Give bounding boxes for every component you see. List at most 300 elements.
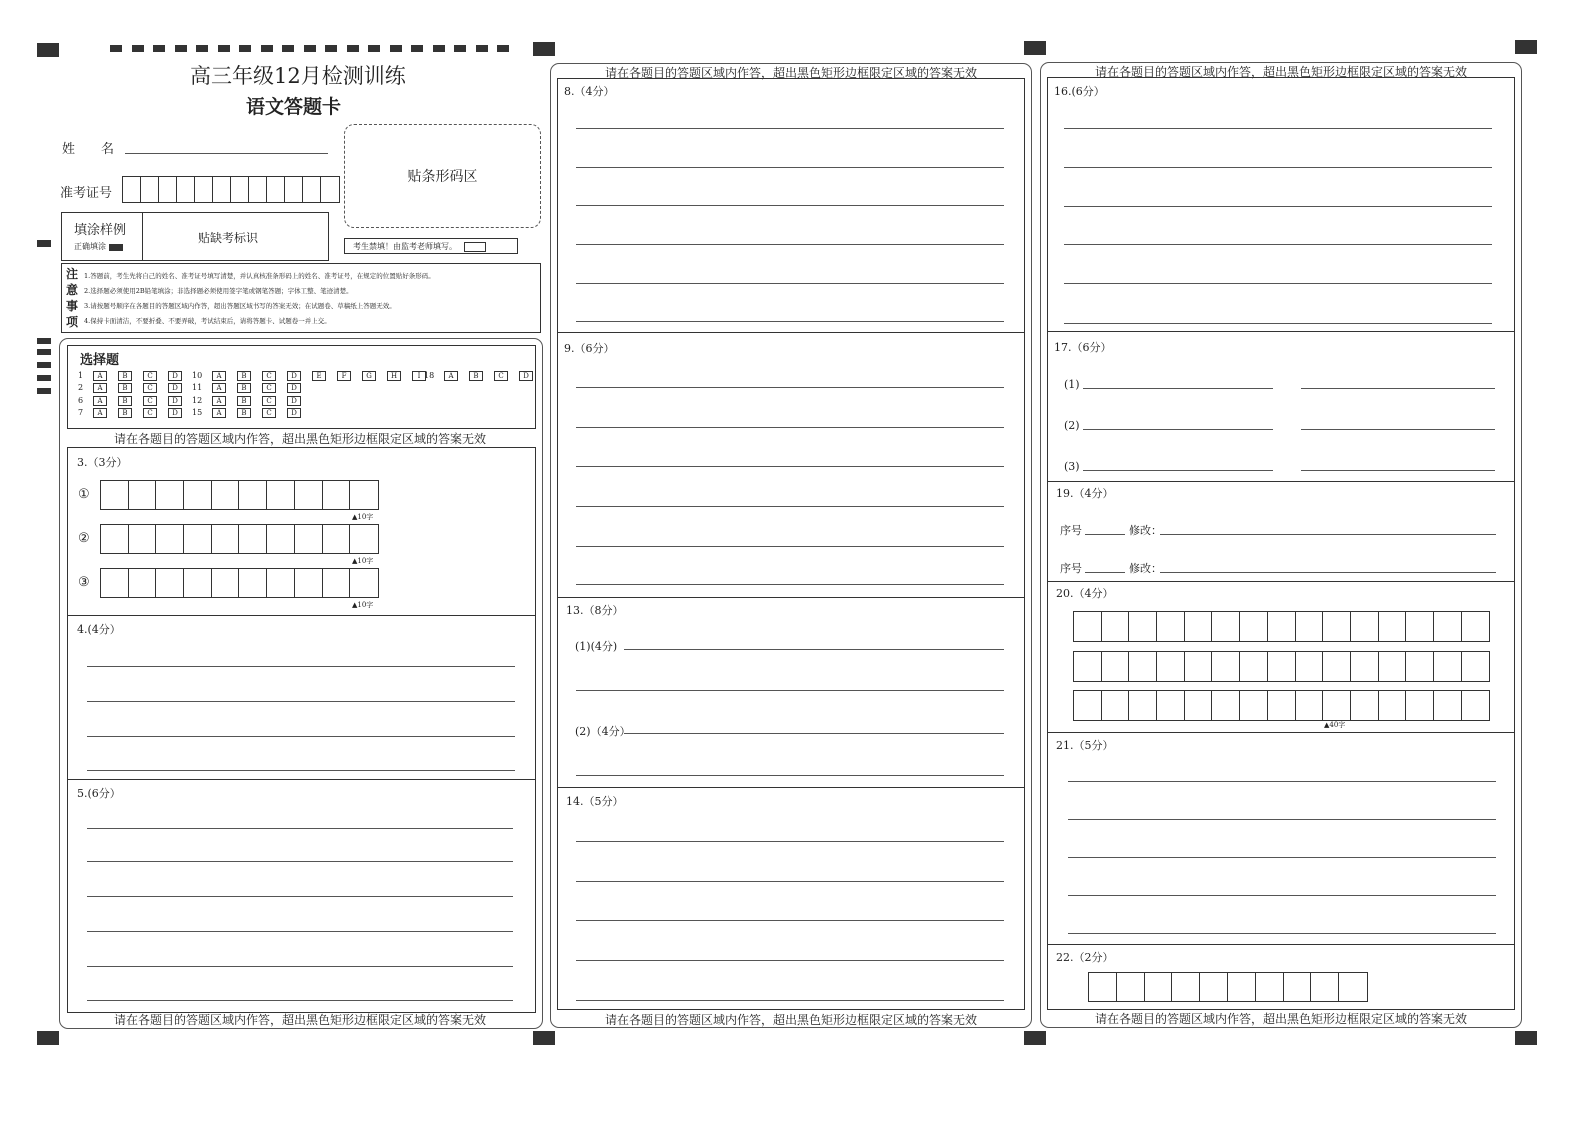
answer-box[interactable] [267, 177, 285, 202]
answer-box[interactable] [1212, 691, 1240, 720]
mc-row [192, 396, 312, 406]
answer-box[interactable] [101, 481, 129, 509]
timing-mark [196, 45, 208, 52]
q13-answer-line[interactable] [624, 649, 1004, 650]
mc-question-number: 11 [192, 383, 203, 392]
q9-answer-line[interactable] [576, 466, 1004, 467]
q16-label: 16.(6分） [1054, 85, 1105, 98]
mc-option-bubble[interactable]: H [387, 371, 401, 381]
answer-box[interactable] [295, 569, 323, 597]
answer-box[interactable] [1268, 691, 1296, 720]
banner-col1-bottom: 请在各题目的答题区域内作答，超出黑色矩形边框限定区域的答案无效 [113, 1013, 486, 1027]
q5-label: 5.(6分） [77, 787, 121, 800]
mc-option-bubble[interactable]: A [93, 383, 107, 393]
timing-mark [132, 45, 144, 52]
mc-question-number: 2 [78, 383, 84, 392]
mc-option-bubble[interactable]: C [262, 396, 276, 406]
q19-seq-line[interactable] [1085, 572, 1125, 573]
mc-option-bubble[interactable]: A [212, 396, 226, 406]
mc-option-bubble[interactable]: D [168, 371, 182, 381]
q16-answer-line[interactable] [1064, 167, 1492, 168]
sample-label: 填涂样例 [74, 223, 127, 238]
timing-mark [347, 45, 359, 52]
mc-option-bubble[interactable]: D [287, 371, 301, 381]
answer-box[interactable] [1434, 652, 1462, 681]
notes-item: 4.保持卡面清洁，不要折叠、不要弄破，考试结束后，请将答题卡、试题卷一并上交。 [84, 317, 331, 325]
mc-option-bubble[interactable]: A [93, 371, 107, 381]
answer-box[interactable] [1379, 652, 1407, 681]
answer-box[interactable] [1268, 612, 1296, 641]
timing-mark [282, 45, 294, 52]
side-mark [37, 375, 51, 381]
mc-option-bubble[interactable]: D [519, 371, 533, 381]
answer-box[interactable] [1323, 612, 1351, 641]
mc-question-number: 6 [78, 396, 84, 405]
side-mark [37, 362, 51, 368]
answer-box[interactable] [212, 525, 240, 553]
q9-answer-line[interactable] [576, 584, 1004, 585]
answer-box[interactable] [129, 525, 157, 553]
q5-answer-line[interactable] [87, 1000, 513, 1001]
q9-label: 9.（6分） [564, 342, 615, 355]
corner-mark-tl [37, 43, 59, 57]
answer-box[interactable] [101, 525, 129, 553]
answer-box[interactable] [1379, 691, 1407, 720]
answer-box[interactable] [1129, 691, 1157, 720]
answer-box[interactable] [1102, 652, 1130, 681]
answer-box[interactable] [1117, 973, 1145, 1001]
answer-box[interactable] [1379, 612, 1407, 641]
q19-seq-label-2: 序号 [1060, 562, 1082, 575]
answer-box[interactable] [1462, 691, 1490, 720]
q13-answer-line[interactable] [576, 690, 1004, 691]
q20-answer-boxes[interactable] [1073, 690, 1490, 721]
mc-title: 选择题 [80, 353, 120, 368]
answer-box[interactable] [159, 177, 177, 202]
answer-box[interactable] [1074, 652, 1102, 681]
timing-mark [239, 45, 251, 52]
absent-note-box [344, 238, 518, 254]
q8-label: 8.（4分） [564, 85, 615, 98]
mc-option-bubble[interactable]: D [287, 383, 301, 393]
answer-box[interactable] [1240, 652, 1268, 681]
answer-box[interactable] [323, 525, 351, 553]
answer-box[interactable] [295, 481, 323, 509]
mc-option-bubble[interactable]: A [212, 383, 226, 393]
q14-answer-line[interactable] [576, 920, 1004, 921]
answer-box[interactable] [267, 481, 295, 509]
answer-box[interactable] [1351, 612, 1379, 641]
answer-box[interactable] [1185, 612, 1213, 641]
answer-box[interactable] [212, 481, 240, 509]
mc-row [78, 371, 193, 381]
answer-box[interactable] [195, 177, 213, 202]
mc-option-bubble[interactable]: B [237, 383, 251, 393]
answer-box[interactable] [1102, 612, 1130, 641]
answer-box[interactable] [1406, 612, 1434, 641]
q3-answer-boxes[interactable] [100, 480, 379, 510]
q17-answer-line[interactable] [1083, 388, 1273, 389]
id-label: 准考证号 [60, 186, 113, 201]
q5-answer-line[interactable] [87, 966, 513, 967]
name-field[interactable] [125, 153, 328, 154]
banner-col3-top: 请在各题目的答题区域内作答，超出黑色矩形边框限定区域的答案无效 [1094, 65, 1467, 79]
answer-box[interactable] [1185, 652, 1213, 681]
answer-box[interactable] [1406, 691, 1434, 720]
answer-box[interactable] [1074, 612, 1102, 641]
q21-answer-line[interactable] [1068, 781, 1496, 782]
answer-box[interactable] [350, 481, 378, 509]
absent-label: 贴缺考标识 [198, 231, 259, 245]
mc-row [78, 408, 193, 418]
q13-answer-line[interactable] [576, 775, 1004, 776]
answer-box[interactable] [184, 525, 212, 553]
mc-option-bubble[interactable]: A [444, 371, 458, 381]
answer-box[interactable] [156, 481, 184, 509]
answer-box[interactable] [1157, 691, 1185, 720]
answer-box[interactable] [177, 177, 195, 202]
notes-item: 2.选择题必须使用2B铅笔填涂；非选择题必须使用签字笔或钢笔答题；字体工整、笔迹清楚。 [84, 287, 353, 295]
answer-box[interactable] [267, 525, 295, 553]
answer-box[interactable] [1172, 973, 1200, 1001]
mc-option-bubble[interactable]: C [143, 383, 157, 393]
answer-box[interactable] [184, 481, 212, 509]
timing-mark [476, 45, 488, 52]
timing-mark [304, 45, 316, 52]
q8-answer-line[interactable] [576, 321, 1004, 322]
q17-part3: (3) [1064, 460, 1080, 473]
answer-area-col2 [557, 78, 1025, 1010]
mc-row [192, 408, 312, 418]
q16-answer-line[interactable] [1064, 206, 1492, 207]
mc-option-bubble[interactable]: D [168, 396, 182, 406]
timing-mark [454, 45, 466, 52]
absent-note: 考生禁填！由监考老师填写。 [353, 242, 457, 251]
q22-label: 22.（2分） [1056, 951, 1114, 964]
q9-answer-line[interactable] [576, 427, 1004, 428]
answer-box[interactable] [1074, 691, 1102, 720]
answer-box[interactable] [1256, 973, 1284, 1001]
mc-option-bubble[interactable]: C [262, 408, 276, 418]
q16-answer-line[interactable] [1064, 283, 1492, 284]
q21-answer-line[interactable] [1068, 933, 1496, 934]
answer-box[interactable] [1462, 652, 1490, 681]
mc-option-bubble[interactable]: I [412, 371, 426, 381]
timing-mark [261, 45, 273, 52]
notes-box [61, 263, 541, 333]
page-subtitle: 语文答题卡 [246, 96, 342, 118]
sample-correct-label: 正确填涂 [74, 242, 106, 251]
mc-option-bubble[interactable]: B [118, 371, 132, 381]
answer-area-col3 [1047, 77, 1515, 1010]
answer-box[interactable] [184, 569, 212, 597]
timing-mark [325, 45, 337, 52]
answer-box[interactable] [1157, 612, 1185, 641]
banner-col3-bottom: 请在各题目的答题区域内作答，超出黑色矩形边框限定区域的答案无效 [1094, 1012, 1467, 1026]
timing-mark [218, 45, 230, 52]
mc-question-number: 10 [192, 371, 203, 380]
answer-box[interactable] [1102, 691, 1130, 720]
timing-mark [433, 45, 445, 52]
mc-option-bubble[interactable]: C [262, 371, 276, 381]
mc-row [78, 383, 193, 393]
q21-answer-line[interactable] [1068, 857, 1496, 858]
q13-part2-label: (2)（4分） [575, 725, 631, 738]
timing-mark [110, 45, 122, 52]
answer-box[interactable] [323, 481, 351, 509]
answer-box[interactable] [1157, 652, 1185, 681]
mc-option-bubble[interactable]: B [118, 383, 132, 393]
q19-fix-line[interactable] [1160, 534, 1496, 535]
page-title: 高三年级12月检测训练 [190, 64, 406, 88]
notes-item: 1.答题前，考生先将自己的姓名、准考证号填写清楚，并认真核准条形码上的姓名、准考证号，在规定的位置贴好条形码。 [84, 272, 435, 280]
answer-box[interactable] [1351, 691, 1379, 720]
q21-label: 21.（5分） [1056, 739, 1114, 752]
q16-answer-line[interactable] [1064, 323, 1492, 324]
notes-heading [66, 266, 80, 330]
mc-row [78, 396, 193, 406]
answer-box[interactable] [213, 177, 231, 202]
answer-box[interactable] [285, 177, 303, 202]
q5-answer-line[interactable] [87, 896, 513, 897]
q4-answer-line[interactable] [87, 701, 515, 702]
answer-box[interactable] [1284, 973, 1312, 1001]
answer-box[interactable] [156, 569, 184, 597]
q9-answer-line[interactable] [576, 546, 1004, 547]
answer-box[interactable] [1212, 652, 1240, 681]
answer-box[interactable] [1185, 691, 1213, 720]
q17-part1: (1) [1064, 378, 1080, 391]
notes-item: 3.请按题号顺序在各题目的答题区域内作答，超出答题区域书写的答案无效；在试题卷、草稿纸上答题无效。 [84, 302, 396, 310]
answer-box[interactable] [249, 177, 267, 202]
q8-answer-line[interactable] [576, 128, 1004, 129]
answer-box[interactable] [1339, 973, 1367, 1001]
notes-heading-char: 事 [66, 299, 79, 313]
answer-box[interactable] [323, 569, 351, 597]
answer-box[interactable] [101, 569, 129, 597]
q8-answer-line[interactable] [576, 244, 1004, 245]
mc-option-bubble[interactable]: B [237, 408, 251, 418]
absent-check-box[interactable] [464, 242, 486, 252]
q22-answer-boxes[interactable] [1088, 972, 1368, 1002]
q3-answer-boxes[interactable] [100, 524, 379, 554]
mc-option-bubble[interactable]: C [143, 371, 157, 381]
q19-label: 19.（4分） [1056, 487, 1114, 500]
q3-marker: ① [78, 487, 90, 502]
q3-limit: ▲10字 [352, 557, 374, 565]
q9-answer-line[interactable] [576, 506, 1004, 507]
mc-option-bubble[interactable]: C [494, 371, 508, 381]
mc-option-bubble[interactable]: B [237, 396, 251, 406]
q14-answer-line[interactable] [576, 881, 1004, 882]
q17-part2: (2) [1064, 419, 1080, 432]
answer-box[interactable] [1296, 691, 1324, 720]
answer-box[interactable] [1351, 652, 1379, 681]
mc-question-number: 7 [78, 408, 84, 417]
mc-option-bubble[interactable]: B [237, 371, 251, 381]
corner-mark-br [1515, 1031, 1537, 1045]
timing-mark [153, 45, 165, 52]
banner-col2-top: 请在各题目的答题区域内作答，超出黑色矩形边框限定区域的答案无效 [604, 66, 977, 80]
q21-answer-line[interactable] [1068, 819, 1496, 820]
q19-seq-line[interactable] [1085, 534, 1125, 535]
banner-col1-top: 请在各题目的答题区域内作答，超出黑色矩形边框限定区域的答案无效 [113, 432, 486, 446]
answer-box[interactable] [1434, 612, 1462, 641]
answer-box[interactable] [1228, 973, 1256, 1001]
mc-option-bubble[interactable]: E [312, 371, 326, 381]
q13-part1-label: (1)(4分) [575, 640, 618, 653]
q9-answer-line[interactable] [576, 387, 1004, 388]
answer-box[interactable] [1296, 612, 1324, 641]
timing-mark [411, 45, 423, 52]
q19-seq-label-1: 序号 [1060, 524, 1082, 537]
mc-row [424, 371, 544, 381]
notes-heading-char: 注 [66, 267, 79, 281]
mc-box [67, 345, 536, 429]
answer-box[interactable] [1200, 973, 1228, 1001]
mc-option-bubble[interactable]: F [337, 371, 351, 381]
answer-box[interactable] [303, 177, 321, 202]
q8-answer-line[interactable] [576, 205, 1004, 206]
q5-answer-line[interactable] [87, 931, 513, 932]
answer-box[interactable] [1296, 652, 1324, 681]
mc-option-bubble[interactable]: B [118, 396, 132, 406]
answer-box[interactable] [156, 525, 184, 553]
q3-limit: ▲10字 [352, 601, 374, 609]
barcode-area [344, 124, 541, 228]
answer-box[interactable] [1145, 973, 1173, 1001]
answer-box[interactable] [1462, 612, 1490, 641]
mc-option-bubble[interactable]: C [143, 408, 157, 418]
answer-box[interactable] [231, 177, 249, 202]
mc-option-bubble[interactable]: G [362, 371, 376, 381]
q16-answer-line[interactable] [1064, 128, 1492, 129]
answer-box[interactable] [1406, 652, 1434, 681]
answer-box[interactable] [1268, 652, 1296, 681]
answer-box[interactable] [321, 177, 339, 202]
q3-marker: ② [78, 531, 90, 546]
answer-box[interactable] [212, 569, 240, 597]
timing-mark [175, 45, 187, 52]
q21-answer-line[interactable] [1068, 895, 1496, 896]
q17-answer-line[interactable] [1301, 388, 1495, 389]
mc-option-bubble[interactable]: A [93, 408, 107, 418]
corner-mark-bm2 [1024, 1031, 1046, 1045]
mc-option-bubble[interactable]: A [93, 396, 107, 406]
q5-answer-line[interactable] [87, 861, 513, 862]
q5-answer-line[interactable] [87, 828, 513, 829]
answer-box[interactable] [239, 481, 267, 509]
mc-question-number: 15 [192, 408, 203, 417]
q19-fix-label-1: 修改： [1129, 524, 1162, 537]
notes-heading-char: 意 [66, 283, 79, 297]
q14-answer-line[interactable] [576, 841, 1004, 842]
notes-list [84, 269, 536, 329]
mc-row [192, 371, 437, 381]
q19-fix-line[interactable] [1160, 572, 1496, 573]
side-mark [37, 388, 51, 394]
answer-box[interactable] [1323, 691, 1351, 720]
mc-option-bubble[interactable]: B [118, 408, 132, 418]
answer-box[interactable] [1323, 652, 1351, 681]
answer-box[interactable] [295, 525, 323, 553]
q17-answer-line[interactable] [1301, 429, 1495, 430]
q4-answer-line[interactable] [87, 770, 515, 771]
q17-answer-line[interactable] [1083, 470, 1273, 471]
mc-option-bubble[interactable]: D [168, 383, 182, 393]
q14-answer-line[interactable] [576, 960, 1004, 961]
id-number-boxes[interactable] [122, 176, 340, 203]
answer-box[interactable] [141, 177, 159, 202]
q20-label: 20.（4分） [1056, 587, 1114, 600]
q3-label: 3.（3分） [77, 456, 128, 469]
corner-mark-tr [1515, 40, 1537, 54]
mc-question-number: 18 [424, 371, 435, 380]
answer-box[interactable] [239, 569, 267, 597]
banner-col2-bottom: 请在各题目的答题区域内作答，超出黑色矩形边框限定区域的答案无效 [604, 1013, 977, 1027]
answer-box[interactable] [123, 177, 141, 202]
q4-answer-line[interactable] [87, 736, 515, 737]
answer-box[interactable] [239, 525, 267, 553]
mc-option-bubble[interactable]: C [262, 383, 276, 393]
mc-option-bubble[interactable]: B [469, 371, 483, 381]
corner-mark-tm2 [1024, 41, 1046, 55]
side-mark [37, 349, 51, 355]
q13-answer-line[interactable] [624, 733, 1004, 734]
q8-answer-line[interactable] [576, 167, 1004, 168]
q20-answer-boxes[interactable] [1073, 611, 1490, 642]
answer-box[interactable] [1212, 612, 1240, 641]
answer-box[interactable] [1240, 612, 1268, 641]
q17-label: 17.（6分） [1054, 341, 1112, 354]
answer-box[interactable] [129, 569, 157, 597]
answer-box[interactable] [1129, 652, 1157, 681]
answer-box[interactable] [267, 569, 295, 597]
mc-option-bubble[interactable]: A [212, 408, 226, 418]
mc-row [192, 383, 312, 393]
mc-option-bubble[interactable]: D [287, 396, 301, 406]
answer-box[interactable] [1240, 691, 1268, 720]
mc-option-bubble[interactable]: A [212, 371, 226, 381]
answer-box[interactable] [129, 481, 157, 509]
side-mark [37, 240, 51, 247]
mc-option-bubble[interactable]: C [143, 396, 157, 406]
q20-limit: ▲40字 [1324, 721, 1346, 729]
answer-box[interactable] [1129, 612, 1157, 641]
mc-question-number: 1 [78, 371, 84, 380]
q17-answer-line[interactable] [1083, 429, 1273, 430]
q4-answer-line[interactable] [87, 666, 515, 667]
sample-box [61, 212, 329, 261]
mc-option-bubble[interactable]: D [168, 408, 182, 418]
timing-mark [390, 45, 402, 52]
mc-option-bubble[interactable]: D [287, 408, 301, 418]
q3-marker: ③ [78, 575, 90, 590]
q17-answer-line[interactable] [1301, 470, 1495, 471]
sample-filled-mark [109, 244, 123, 251]
q14-answer-line[interactable] [576, 1000, 1004, 1001]
answer-box[interactable] [1089, 973, 1117, 1001]
answer-box[interactable] [350, 569, 378, 597]
corner-mark-bm1 [533, 1031, 555, 1045]
q8-answer-line[interactable] [576, 283, 1004, 284]
answer-box[interactable] [1434, 691, 1462, 720]
q3-answer-boxes[interactable] [100, 568, 379, 598]
q16-answer-line[interactable] [1064, 244, 1492, 245]
q20-answer-boxes[interactable] [1073, 651, 1490, 682]
answer-box[interactable] [350, 525, 378, 553]
answer-box[interactable] [1311, 973, 1339, 1001]
